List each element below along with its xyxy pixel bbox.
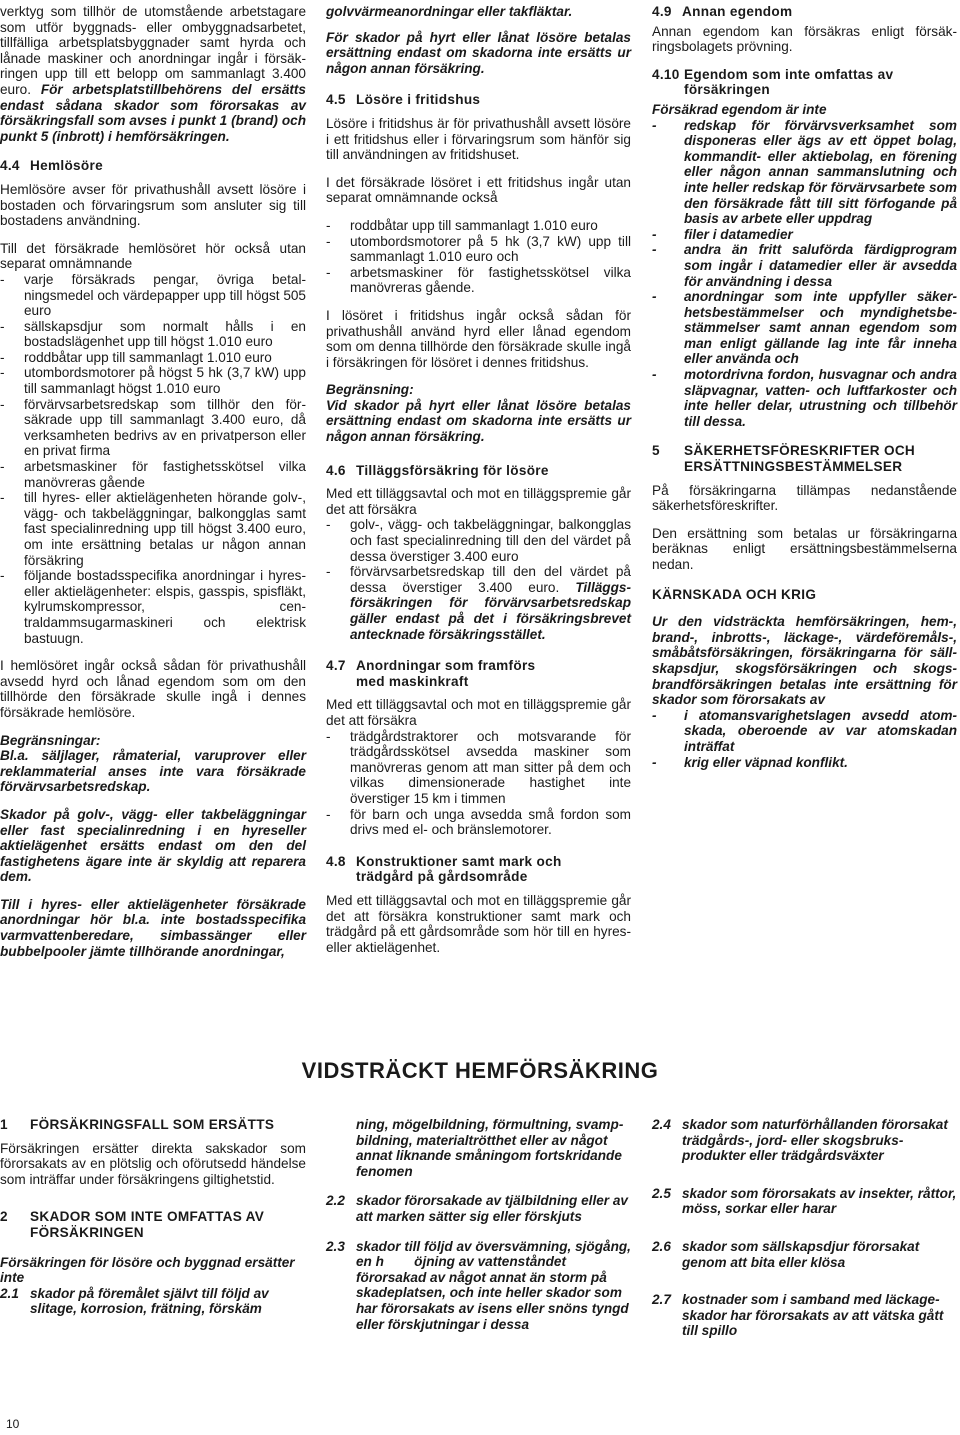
section-title: Anordningar som framförs med maskinkraft xyxy=(356,658,536,689)
limitation-paragraph: Bl.a. säljlager, råmaterial, varuprover eller reklammaterial anses inte vara försäkrade förvärvsarbetsredskap. xyxy=(0,748,306,795)
paragraph: I lösöret i fritidshus ingår också sådan för privathushåll använd hyrd eller lånad egendom som om denna tillhörde den försäkrade skulle ingå i försäkringen för lösöret i dennes fritidshus. xyxy=(326,307,631,370)
list-item: - golv-, vägg- och takbeläggningar, balkongglas och fast specialinredning till den del värdet på dessa överstiger 3.400 euro xyxy=(326,517,631,564)
section-number: 1 xyxy=(0,1117,8,1132)
list-item: - till hyres- eller aktielägenheten hörande golv-, vägg- och takbeläggningar, balkongglas samt fast specialinredning upp till högst 3.400 euro, om inte ersättning betalas ur någon annan försäkring xyxy=(0,490,306,568)
section-number: 4.5 xyxy=(326,92,346,108)
paragraph: I hemlösöret ingår också sådan för privathushåll avsedd hyrd och lånad egendom som om den tillhörde den försäkrade skulle ingå i dennes försäkrade hemlösöre. xyxy=(0,658,306,720)
list-item: - roddbåtar upp till sammanlagt 1.010 euro xyxy=(326,218,631,234)
list-item: - arbetsmaskiner för fastighetsskötsel vilka manövreras gående. xyxy=(326,265,631,296)
nuclear-war-heading: KÄRNSKADA OCH KRIG xyxy=(652,586,817,602)
list-4-6 xyxy=(326,517,631,642)
list-item: - varje försäkrads pengar, övriga betalningsmedel och värdepapper upp till högst 505 euro xyxy=(0,272,306,319)
section-title: SKADOR SOM INTE OMFATTAS AV FÖRSÄKRINGEN xyxy=(30,1209,265,1240)
list-item: - utombordsmotorer på högst 5 hk (3,7 kW) upp till sammanlagt högst 1.010 euro xyxy=(0,365,306,396)
list-item: - arbetsmaskiner för fastighetsskötsel vilka manövreras gående xyxy=(0,459,306,490)
column-3 xyxy=(652,4,957,782)
paragraph: I det försäkrade lösöret i ett fritidshus ingår utan separat omnämnande också xyxy=(326,174,631,206)
section-title: Egendom som inte omfattas av försäkringen xyxy=(684,66,894,98)
item-text: skador till följd av översvämning, sjögång, en h öjning av vattenståndet förorsakad av något annat än storm på skadeplatsen, och inte heller skador som har förorsakats av isens eller snöns tyngd eller förskjutningar i dessa xyxy=(356,1238,635,1332)
item-text: ning, mögelbildning, förmultning, svampbildning, materialtrötthet eller av något annat liknande småningom fortskridande fenomen xyxy=(356,1117,624,1179)
section-5-heading xyxy=(652,443,957,474)
paragraph: För skador på hyrt eller lånat lösöre betalas ersättning endast om skadorna inte ersätts ur någon annan försäkring. xyxy=(326,29,631,76)
paragraph: Med ett tilläggsavtal och mot en tilläggspremie går det att försäkra xyxy=(326,486,631,517)
column-1 xyxy=(0,4,306,971)
intro-text: verktyg som tillhör de utomstående arbetstagare som utför byggnads- eller ombyggnadsarbetet, tillfälliga arbetsplatsbyggnader samt hyrda och lånade maskiner och anordningar ingår i försäkringen upp till ett belopp om sammanlagt 3.400 euro. xyxy=(0,4,306,97)
item-2-3 xyxy=(326,1238,635,1333)
paragraph: Försäkringen ersätter direkta sakskador som förorsakats av en plötslig och oförutsedd händelse som inträffar under försäkringens giltighetstid. xyxy=(0,1140,306,1187)
item-2-1-continued xyxy=(326,1117,631,1179)
section-number: 4.7 xyxy=(326,658,346,674)
bottom-column-2 xyxy=(326,1117,635,1344)
list-item: - anordningar som inte uppfyller säkerhetsbestämmelser och myndighetsbestämmelser samt annan egendom som man enligt gällande lag inte får inneha eller använda och xyxy=(652,289,957,367)
paragraph: Försäkrad egendom är inte xyxy=(652,101,827,117)
limitation-paragraph: Vid skador på hyrt eller lånat lösöre betalas ersättning endast om skadorna inte ersätts ur någon annan försäkring. xyxy=(326,397,631,445)
intro-paragraph xyxy=(0,4,306,144)
section-title: Lösöre i fritidshus xyxy=(356,92,481,108)
section-4-8-heading xyxy=(326,854,631,885)
item-text: skador på föremålet självt till följd av slitage, korrosion, frätning, förskäm xyxy=(30,1285,269,1317)
item-text: skador som förorsakats av insekter, råttor, möss, sorkar eller harar xyxy=(682,1185,957,1217)
list-item: - andra än fritt saluförda färdigprogram som ingår i datamedier eller är avsedda för användning i dessa xyxy=(652,242,957,289)
continuation-text: golvvärmeanordningar eller takfläktar. xyxy=(326,4,573,19)
list-item-text: förvärvsarbetsredskap till den del värdet på dessa överstiger 3.400 euro. xyxy=(350,564,631,595)
section-4-5-heading xyxy=(326,92,631,108)
item-number: 2.3 xyxy=(326,1238,345,1254)
main-title: VIDSTRÄCKT HEMFÖRSÄKRING xyxy=(301,1058,659,1083)
item-number: 2.5 xyxy=(652,1185,671,1201)
paragraph: Den ersättning som betalas ur försäkringarna beräknas enligt ersättningsbestämmelserna nedan. xyxy=(652,525,957,572)
item-number: 2.6 xyxy=(652,1238,671,1254)
limitation-heading: Begränsning: xyxy=(326,382,414,398)
paragraph: Ur den vidsträckta hemförsäkringen, hem-, brand-, inbrotts-, läckage-, värdeföremåls-, småbåtsförsäkringen, försäkringarna för sällskapsdjur, skogsförsäkringen och skogsbrandförsäkringen betalas inte ersättning för skador som förorsakats av xyxy=(652,614,957,708)
paragraph: Med ett tilläggsavtal och mot en tilläggspremie går det att försäkra xyxy=(326,697,631,728)
paragraph: Med ett tilläggsavtal och mot en tilläggspremie går det att försäkra konstruktioner samt mark och trädgård på ett gårdsområde som hör till en hyres- eller aktielägenhet. xyxy=(326,892,631,955)
section-4-6-heading xyxy=(326,463,631,479)
section-4-7-heading xyxy=(326,658,631,689)
section-title: FÖRSÄKRINGSFALL SOM ERSÄTTS xyxy=(30,1117,275,1132)
paragraph: Lösöre i fritidshus är för privathushåll avsett lösöre i ett fritidshus eller i förvaringsrum som hänför sig till användningen av fritidshuset. xyxy=(326,115,631,163)
list-item xyxy=(326,564,631,642)
limitation-paragraph: Skador på golv-, vägg- eller takbeläggningar eller fast specialinredning i en hyreseller aktielägenhet ersätts endast om den del fastighetens ägare inte är skyldig att reparera dem. xyxy=(0,806,306,885)
paragraph: Till det försäkrade hemlösöret hör också utan separat omnämnande xyxy=(0,240,306,272)
list-4-5 xyxy=(326,218,631,296)
intro-bold-text: För arbetsplatstillbehörens del ersätts endast sådana skador som förorsakas av försäkringsfall som avses i punkt 1 (brand) och punkt 5 (inbrott) i hemförsäkringen. xyxy=(0,81,306,144)
section-number: 4.6 xyxy=(326,462,346,478)
page-number: 10 xyxy=(6,1417,20,1431)
item-2-2 xyxy=(326,1193,631,1224)
limitations-heading: Begränsningar: xyxy=(0,732,101,748)
section-title: Konstruktioner samt mark och trädgård på gårdsområde xyxy=(356,853,562,885)
section-4-9-heading xyxy=(652,4,957,20)
item-number: 2.7 xyxy=(652,1292,671,1308)
item-2-1 xyxy=(0,1286,306,1317)
item-text: skador förorsakade av tjälbildning eller av att marken sätter sig eller förskjuts xyxy=(356,1193,628,1224)
section-number: 4.10 xyxy=(652,66,680,82)
item-text: skador som naturförhållanden förorsakat trädgårds-, jord- eller skogsbruksprodukter eller trädgårdsväxter xyxy=(682,1117,948,1164)
list-item: - trädgårdstraktorer och motsvarande för trädgårdsskötsel avsedda maskiner som manövreras genom att man sitter på dem och vilkas dimensionerade hastighet inte överstiger 15 km i timmen xyxy=(326,729,631,807)
paragraph: Annan egendom kan försäkras enligt försäkringsbolagets prövning. xyxy=(652,23,957,55)
section-4-4-heading xyxy=(0,158,306,174)
section-title: SÄKERHETSFÖRESKRIFTER OCH ERSÄTTNINGSBESTÄMMELSER xyxy=(684,443,916,475)
list-item: - redskap för förvärvsverksamhet som disponeras eller ägs av ett öppet bolag, kommandit- eller aktiebolag, en förening eller någon annan sammanslutning och inte heller redskap för förvärvsarbete som den försäkrade fått till sitt förfogande på basis av arbete eller uppdrag xyxy=(652,118,957,227)
item-2-4 xyxy=(652,1117,957,1164)
item-2-5 xyxy=(652,1186,957,1217)
subheading: Försäkringen för lösöre och byggnad ersätter inte xyxy=(0,1254,295,1286)
section-title: Annan egendom xyxy=(682,4,793,19)
section-2-heading xyxy=(0,1209,306,1240)
list-nuclear-war xyxy=(652,708,957,770)
item-text: kostnader som i samband med läckageskador har förorsakats av att vätska gått till spillo xyxy=(682,1292,944,1339)
paragraph: På försäkringarna tillämpas nedanstående säkerhetsföreskrifter. xyxy=(652,482,957,514)
section-number: 4.9 xyxy=(652,4,672,19)
list-item: - filer i datamedier xyxy=(652,227,957,243)
section-4-10-heading xyxy=(652,67,957,98)
item-text: skador som sällskapsdjur förorsakat genom att bita eller klösa xyxy=(682,1238,920,1270)
item-number: 2.2 xyxy=(326,1193,345,1209)
list-item: - förvärvsarbetsredskap som tillhör den försäkrade upp till sammanlagt 3.400 euro, då verksamheten bedrivs av en privatperson eller en privat firma xyxy=(0,397,306,459)
limitation-paragraph: Till i hyres- eller aktielägenheter försäkrade anordningar hör bl.a. inte bostadsspecifika varmvattenberedare, simbassänger eller bubbelpooler jämte tillhörande anordningar, xyxy=(0,896,306,959)
list-item: - sällskapsdjur som normalt hålls i en bostadslägenhet upp till högst 1.010 euro xyxy=(0,319,306,350)
bottom-column-1 xyxy=(0,1117,306,1317)
section-number: 4.4 xyxy=(0,158,20,174)
section-1-heading xyxy=(0,1117,306,1133)
section-number: 4.8 xyxy=(326,853,346,869)
list-item: - för barn och unga avsedda små fordon som drivs med el- och bränslemotorer. xyxy=(326,807,631,838)
list-item: - i atomansvarighetslagen avsedd atomskada, oberoende av var atomskadan inträffat xyxy=(652,708,957,755)
paragraph: Hemlösöre avser för privathushåll avsett lösöre i bostaden och förvaringsrum som ansluter sig till bostadens användning. xyxy=(0,181,306,229)
section-title: Tilläggsförsäkring för lösöre xyxy=(356,462,549,478)
list-item: - följande bostadsspecifika anordningar i hyres- eller aktielägenheter: elspis, gasspis, spisfläkt, kylrumskompressor, centraldammsugarmaskineri och elektrisk bastuugn. xyxy=(0,568,306,646)
list-item: - motordrivna fordon, husvagnar och andra släpvagnar, vatten- och luftfarkoster och inte heller delar, utrustning och tillbehör till dessa. xyxy=(652,367,957,429)
list-4-4 xyxy=(0,272,306,646)
list-item: - utombordsmotorer på 5 hk (3,7 kW) upp till sammanlagt 1.010 euro och xyxy=(326,234,631,265)
section-number: 5 xyxy=(652,443,660,459)
list-4-7 xyxy=(326,729,631,838)
item-number: 2.1 xyxy=(0,1285,19,1301)
item-2-6 xyxy=(652,1239,957,1270)
section-number: 2 xyxy=(0,1209,8,1225)
column-2 xyxy=(326,4,631,967)
list-item-bold-text: Tilläggsförsäkringen för förvärvsarbetsredskap gäller endast på det i försäkringsbrevet antecknade försäkringsstället. xyxy=(350,579,631,642)
item-number: 2.4 xyxy=(652,1117,671,1132)
list-4-10 xyxy=(652,118,957,430)
section-title: Hemlösöre xyxy=(30,158,103,174)
list-item: - krig eller väpnad konflikt. xyxy=(652,755,957,771)
bottom-column-3 xyxy=(652,1117,957,1351)
item-2-7 xyxy=(652,1292,957,1339)
list-item: - roddbåtar upp till sammanlagt 1.010 euro xyxy=(0,350,306,366)
